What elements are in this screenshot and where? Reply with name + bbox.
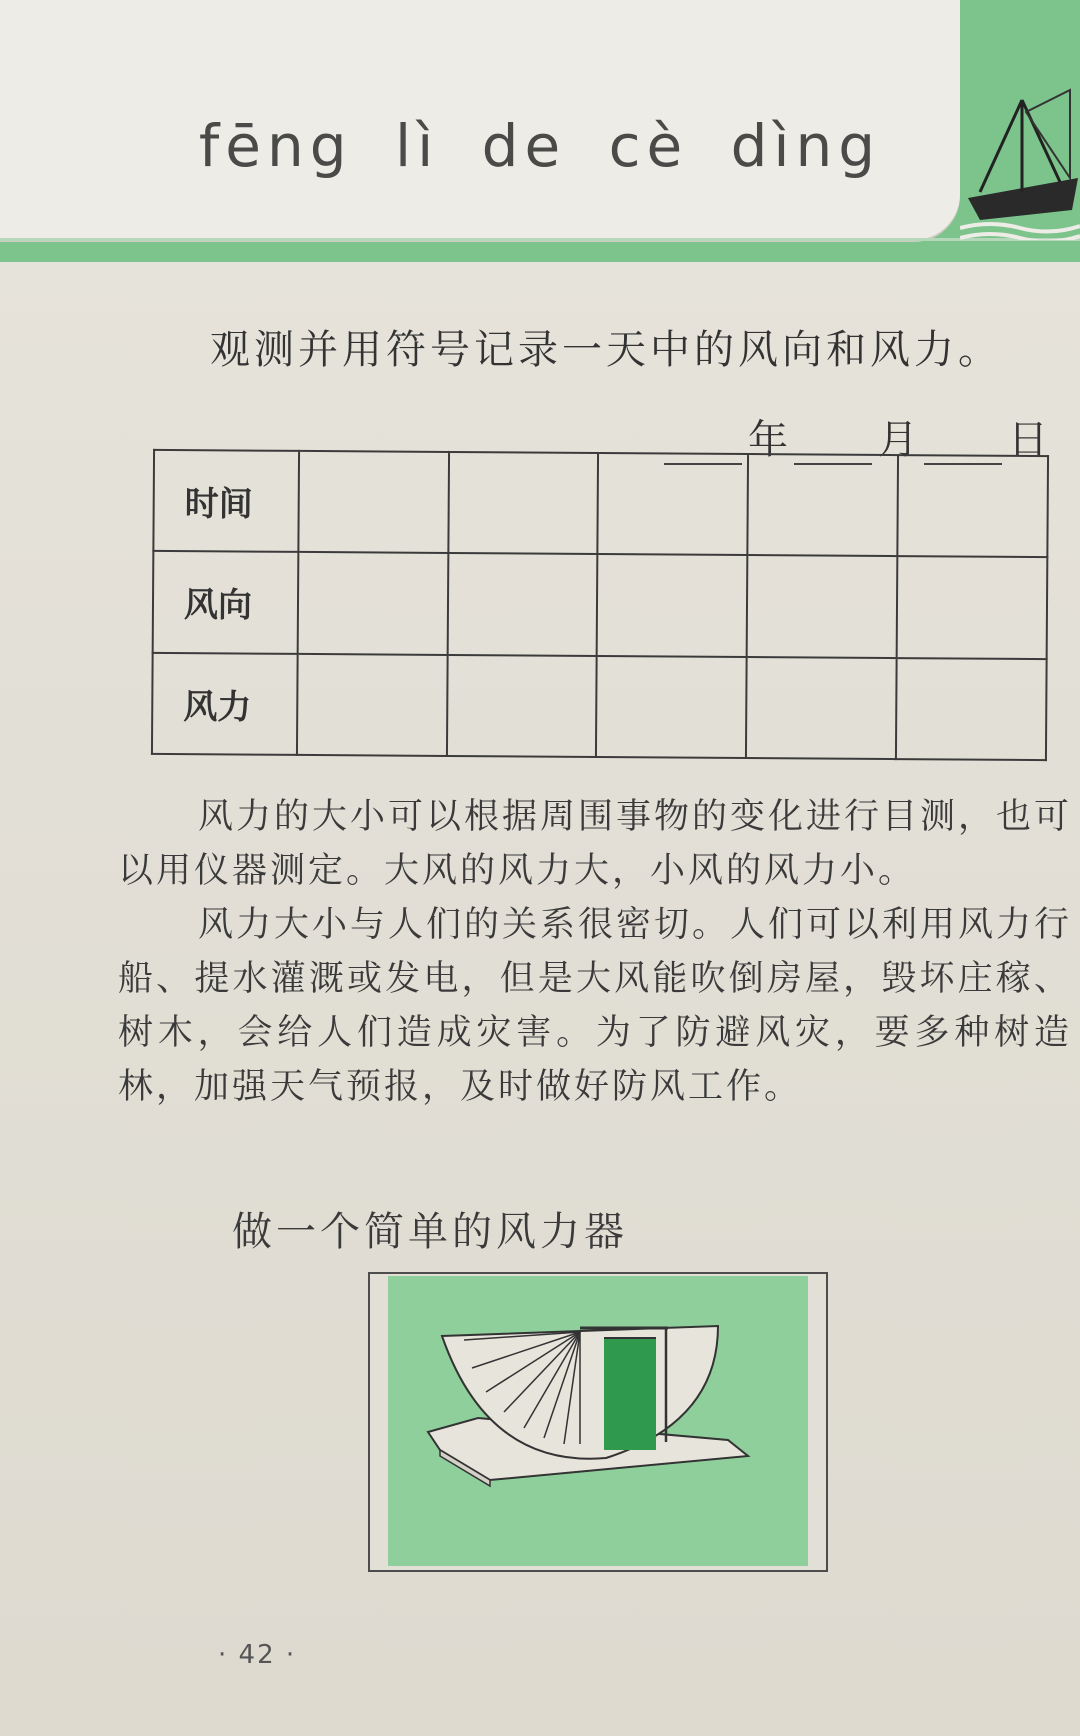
table-cell <box>297 552 448 654</box>
table-cell <box>447 553 598 655</box>
table-cell <box>448 452 599 554</box>
header-divider <box>0 238 1080 241</box>
table-cell <box>748 454 899 556</box>
table-cell <box>447 655 598 757</box>
table-cell <box>897 455 1048 557</box>
sailboat-icon <box>960 60 1080 240</box>
table-cell <box>597 554 748 656</box>
row-header-wind-direction: 风向 <box>153 551 298 653</box>
row-header-wind-force: 风力 <box>152 653 297 755</box>
header-stripe <box>0 246 1080 262</box>
section-heading: 做一个简单的风力器 <box>232 1209 628 1255</box>
table-cell <box>596 656 747 758</box>
wind-gauge-illustration <box>368 1272 828 1572</box>
table-cell <box>747 555 898 657</box>
observation-table <box>151 449 1049 761</box>
table-row <box>152 653 1047 761</box>
month-label: 月 <box>878 417 918 463</box>
year-label: 年 <box>748 417 788 463</box>
table-cell <box>746 657 897 759</box>
table-row <box>153 450 1048 558</box>
page-title: fēng lì de cè dìng <box>198 112 882 180</box>
paragraph-1: 风力的大小可以根据周围事物的变化进行目测，也可以用仪器测定。大风的风力大，小风的风力小。 <box>118 797 1073 891</box>
page-number: · 42 · <box>218 1640 297 1670</box>
day-label: 日 <box>1008 417 1048 463</box>
table-cell <box>897 556 1048 658</box>
paragraph-2: 风力大小与人们的关系很密切。人们可以利用风力行船、提水灌溉或发电，但是大风能吹倒房屋，毁坏庄稼、树木，会给人们造成灾害。为了防避风灾，要多种树造林，加强天气预报，及时做好防风工作。 <box>118 905 1073 1107</box>
table-cell <box>598 453 749 555</box>
table-row <box>153 551 1048 659</box>
row-header-time: 时间 <box>153 450 298 552</box>
table-cell <box>297 654 448 756</box>
instruction-text: 观测并用符号记录一天中的风向和风力。 <box>210 327 1002 373</box>
table-cell <box>298 451 449 553</box>
table-cell <box>896 658 1047 760</box>
